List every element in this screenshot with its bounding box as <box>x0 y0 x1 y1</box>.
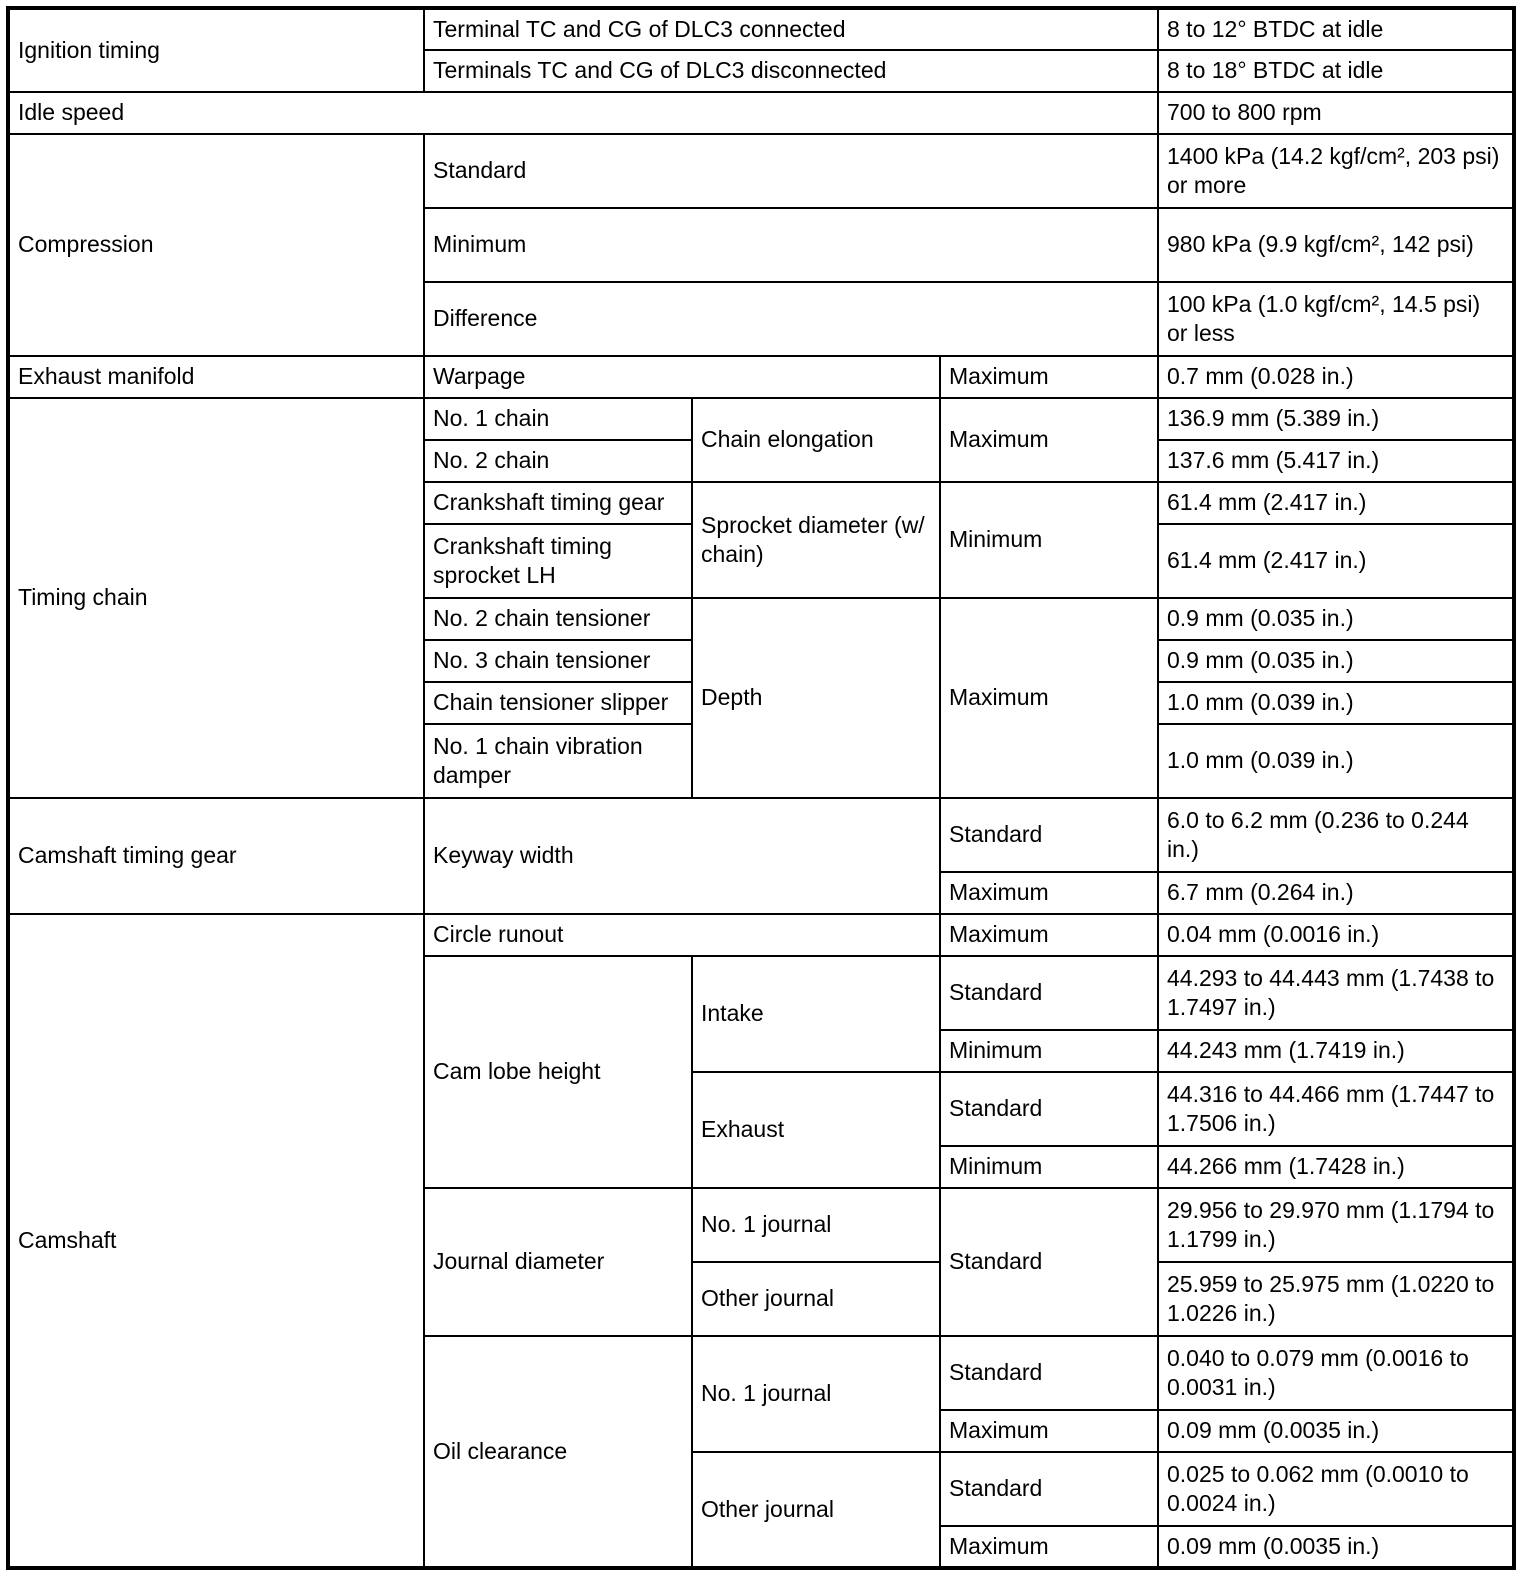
cell-keyway-width-standard-criterion: Standard <box>940 798 1158 872</box>
cell-oil-clearance-item: Oil clearance <box>424 1336 692 1568</box>
cell-ignition-timing-disconnected-value: 8 to 18° BTDC at idle <box>1158 50 1514 92</box>
cell-compression-label: Compression <box>8 134 424 356</box>
cell-journal-diameter-no1-part: No. 1 journal <box>692 1188 940 1262</box>
cell-chain-tensioner-slipper-part: Chain tensioner slipper <box>424 682 692 724</box>
cell-compression-standard-value: 1400 kPa (14.2 kgf/cm², 203 psi) or more <box>1158 134 1514 208</box>
cell-chain-tensioner-slipper-value: 1.0 mm (0.039 in.) <box>1158 682 1514 724</box>
cell-cam-lobe-exhaust-standard-criterion: Standard <box>940 1072 1158 1146</box>
cell-circle-runout-criterion: Maximum <box>940 914 1158 956</box>
cell-oil-clearance-no1-part: No. 1 journal <box>692 1336 940 1452</box>
cell-cam-lobe-intake-minimum-criterion: Minimum <box>940 1030 1158 1072</box>
cell-sprocket-diameter-measure: Sprocket diameter (w/ chain) <box>692 482 940 598</box>
cell-sprocket-diameter-criterion: Minimum <box>940 482 1158 598</box>
cell-cam-lobe-intake-standard-value: 44.293 to 44.443 mm (1.7438 to 1.7497 in.) <box>1158 956 1514 1030</box>
cell-no1-chain-vibration-damper-value: 1.0 mm (0.039 in.) <box>1158 724 1514 798</box>
cell-circle-runout-item: Circle runout <box>424 914 940 956</box>
cell-cam-lobe-intake-part: Intake <box>692 956 940 1072</box>
cell-exhaust-manifold-label: Exhaust manifold <box>8 356 424 398</box>
cell-depth-measure: Depth <box>692 598 940 798</box>
cell-keyway-width-item: Keyway width <box>424 798 940 914</box>
cell-oil-clearance-no1-maximum-criterion: Maximum <box>940 1410 1158 1452</box>
cell-oil-clearance-no1-standard-value: 0.040 to 0.079 mm (0.0016 to 0.0031 in.) <box>1158 1336 1514 1410</box>
table-row <box>8 356 1514 398</box>
cell-circle-runout-value: 0.04 mm (0.0016 in.) <box>1158 914 1514 956</box>
cell-no3-chain-tensioner-value: 0.9 mm (0.035 in.) <box>1158 640 1514 682</box>
cell-crankshaft-timing-sprocket-lh-part: Crankshaft timing sprocket LH <box>424 524 692 598</box>
cell-warpage-item: Warpage <box>424 356 940 398</box>
cell-no3-chain-tensioner-part: No. 3 chain tensioner <box>424 640 692 682</box>
cell-depth-criterion: Maximum <box>940 598 1158 798</box>
cell-no1-chain-vibration-damper-part: No. 1 chain vibration damper <box>424 724 692 798</box>
cell-compression-standard-item: Standard <box>424 134 1158 208</box>
cell-cam-lobe-intake-standard-criterion: Standard <box>940 956 1158 1030</box>
cell-chain-elongation-measure: Chain elongation <box>692 398 940 482</box>
cell-oil-clearance-other-standard-criterion: Standard <box>940 1452 1158 1526</box>
cell-idle-speed-value: 700 to 800 rpm <box>1158 92 1514 134</box>
spec-table <box>6 6 1516 1570</box>
cell-oil-clearance-other-maximum-criterion: Maximum <box>940 1526 1158 1568</box>
cell-journal-diameter-other-value: 25.959 to 25.975 mm (1.0220 to 1.0226 in.) <box>1158 1262 1514 1336</box>
table-row <box>8 398 1514 440</box>
cell-oil-clearance-other-part: Other journal <box>692 1452 940 1568</box>
cell-ignition-timing-disconnected-condition: Terminals TC and CG of DLC3 disconnected <box>424 50 1158 92</box>
cell-cam-lobe-exhaust-part: Exhaust <box>692 1072 940 1188</box>
cell-compression-minimum-value: 980 kPa (9.9 kgf/cm², 142 psi) <box>1158 208 1514 282</box>
cell-compression-difference-item: Difference <box>424 282 1158 356</box>
cell-oil-clearance-other-maximum-value: 0.09 mm (0.0035 in.) <box>1158 1526 1514 1568</box>
cell-ignition-timing-connected-value: 8 to 12° BTDC at idle <box>1158 8 1514 50</box>
cell-warpage-value: 0.7 mm (0.028 in.) <box>1158 356 1514 398</box>
cell-no2-chain-tensioner-part: No. 2 chain tensioner <box>424 598 692 640</box>
cell-journal-diameter-other-part: Other journal <box>692 1262 940 1336</box>
cell-compression-difference-value: 100 kPa (1.0 kgf/cm², 14.5 psi) or less <box>1158 282 1514 356</box>
cell-keyway-width-maximum-value: 6.7 mm (0.264 in.) <box>1158 872 1514 914</box>
cell-journal-diameter-criterion: Standard <box>940 1188 1158 1336</box>
cell-timing-chain-label: Timing chain <box>8 398 424 798</box>
cell-cam-lobe-intake-minimum-value: 44.243 mm (1.7419 in.) <box>1158 1030 1514 1072</box>
cell-compression-minimum-item: Minimum <box>424 208 1158 282</box>
cell-cam-lobe-height-item: Cam lobe height <box>424 956 692 1188</box>
cell-oil-clearance-no1-maximum-value: 0.09 mm (0.0035 in.) <box>1158 1410 1514 1452</box>
cell-crankshaft-timing-gear-value: 61.4 mm (2.417 in.) <box>1158 482 1514 524</box>
cell-crankshaft-timing-gear-part: Crankshaft timing gear <box>424 482 692 524</box>
table-row <box>8 8 1514 50</box>
cell-no2-chain-part: No. 2 chain <box>424 440 692 482</box>
cell-cam-lobe-exhaust-minimum-value: 44.266 mm (1.7428 in.) <box>1158 1146 1514 1188</box>
cell-no1-chain-part: No. 1 chain <box>424 398 692 440</box>
table-row <box>8 92 1514 134</box>
cell-cam-lobe-exhaust-minimum-criterion: Minimum <box>940 1146 1158 1188</box>
cell-journal-diameter-item: Journal diameter <box>424 1188 692 1336</box>
table-row <box>8 134 1514 208</box>
cell-no2-chain-value: 137.6 mm (5.417 in.) <box>1158 440 1514 482</box>
cell-crankshaft-timing-sprocket-lh-value: 61.4 mm (2.417 in.) <box>1158 524 1514 598</box>
cell-oil-clearance-no1-standard-criterion: Standard <box>940 1336 1158 1410</box>
cell-keyway-width-standard-value: 6.0 to 6.2 mm (0.236 to 0.244 in.) <box>1158 798 1514 872</box>
cell-no1-chain-value: 136.9 mm (5.389 in.) <box>1158 398 1514 440</box>
cell-ignition-timing-connected-condition: Terminal TC and CG of DLC3 connected <box>424 8 1158 50</box>
table-row <box>8 914 1514 956</box>
cell-camshaft-timing-gear-label: Camshaft timing gear <box>8 798 424 914</box>
cell-journal-diameter-no1-value: 29.956 to 29.970 mm (1.1794 to 1.1799 in.) <box>1158 1188 1514 1262</box>
cell-cam-lobe-exhaust-standard-value: 44.316 to 44.466 mm (1.7447 to 1.7506 in.) <box>1158 1072 1514 1146</box>
cell-chain-elongation-criterion: Maximum <box>940 398 1158 482</box>
cell-warpage-criterion: Maximum <box>940 356 1158 398</box>
cell-oil-clearance-other-standard-value: 0.025 to 0.062 mm (0.0010 to 0.0024 in.) <box>1158 1452 1514 1526</box>
cell-no2-chain-tensioner-value: 0.9 mm (0.035 in.) <box>1158 598 1514 640</box>
cell-idle-speed-label: Idle speed <box>8 92 1158 134</box>
cell-camshaft-label: Camshaft <box>8 914 424 1568</box>
table-row <box>8 798 1514 872</box>
cell-keyway-width-maximum-criterion: Maximum <box>940 872 1158 914</box>
cell-ignition-timing-label: Ignition timing <box>8 8 424 92</box>
